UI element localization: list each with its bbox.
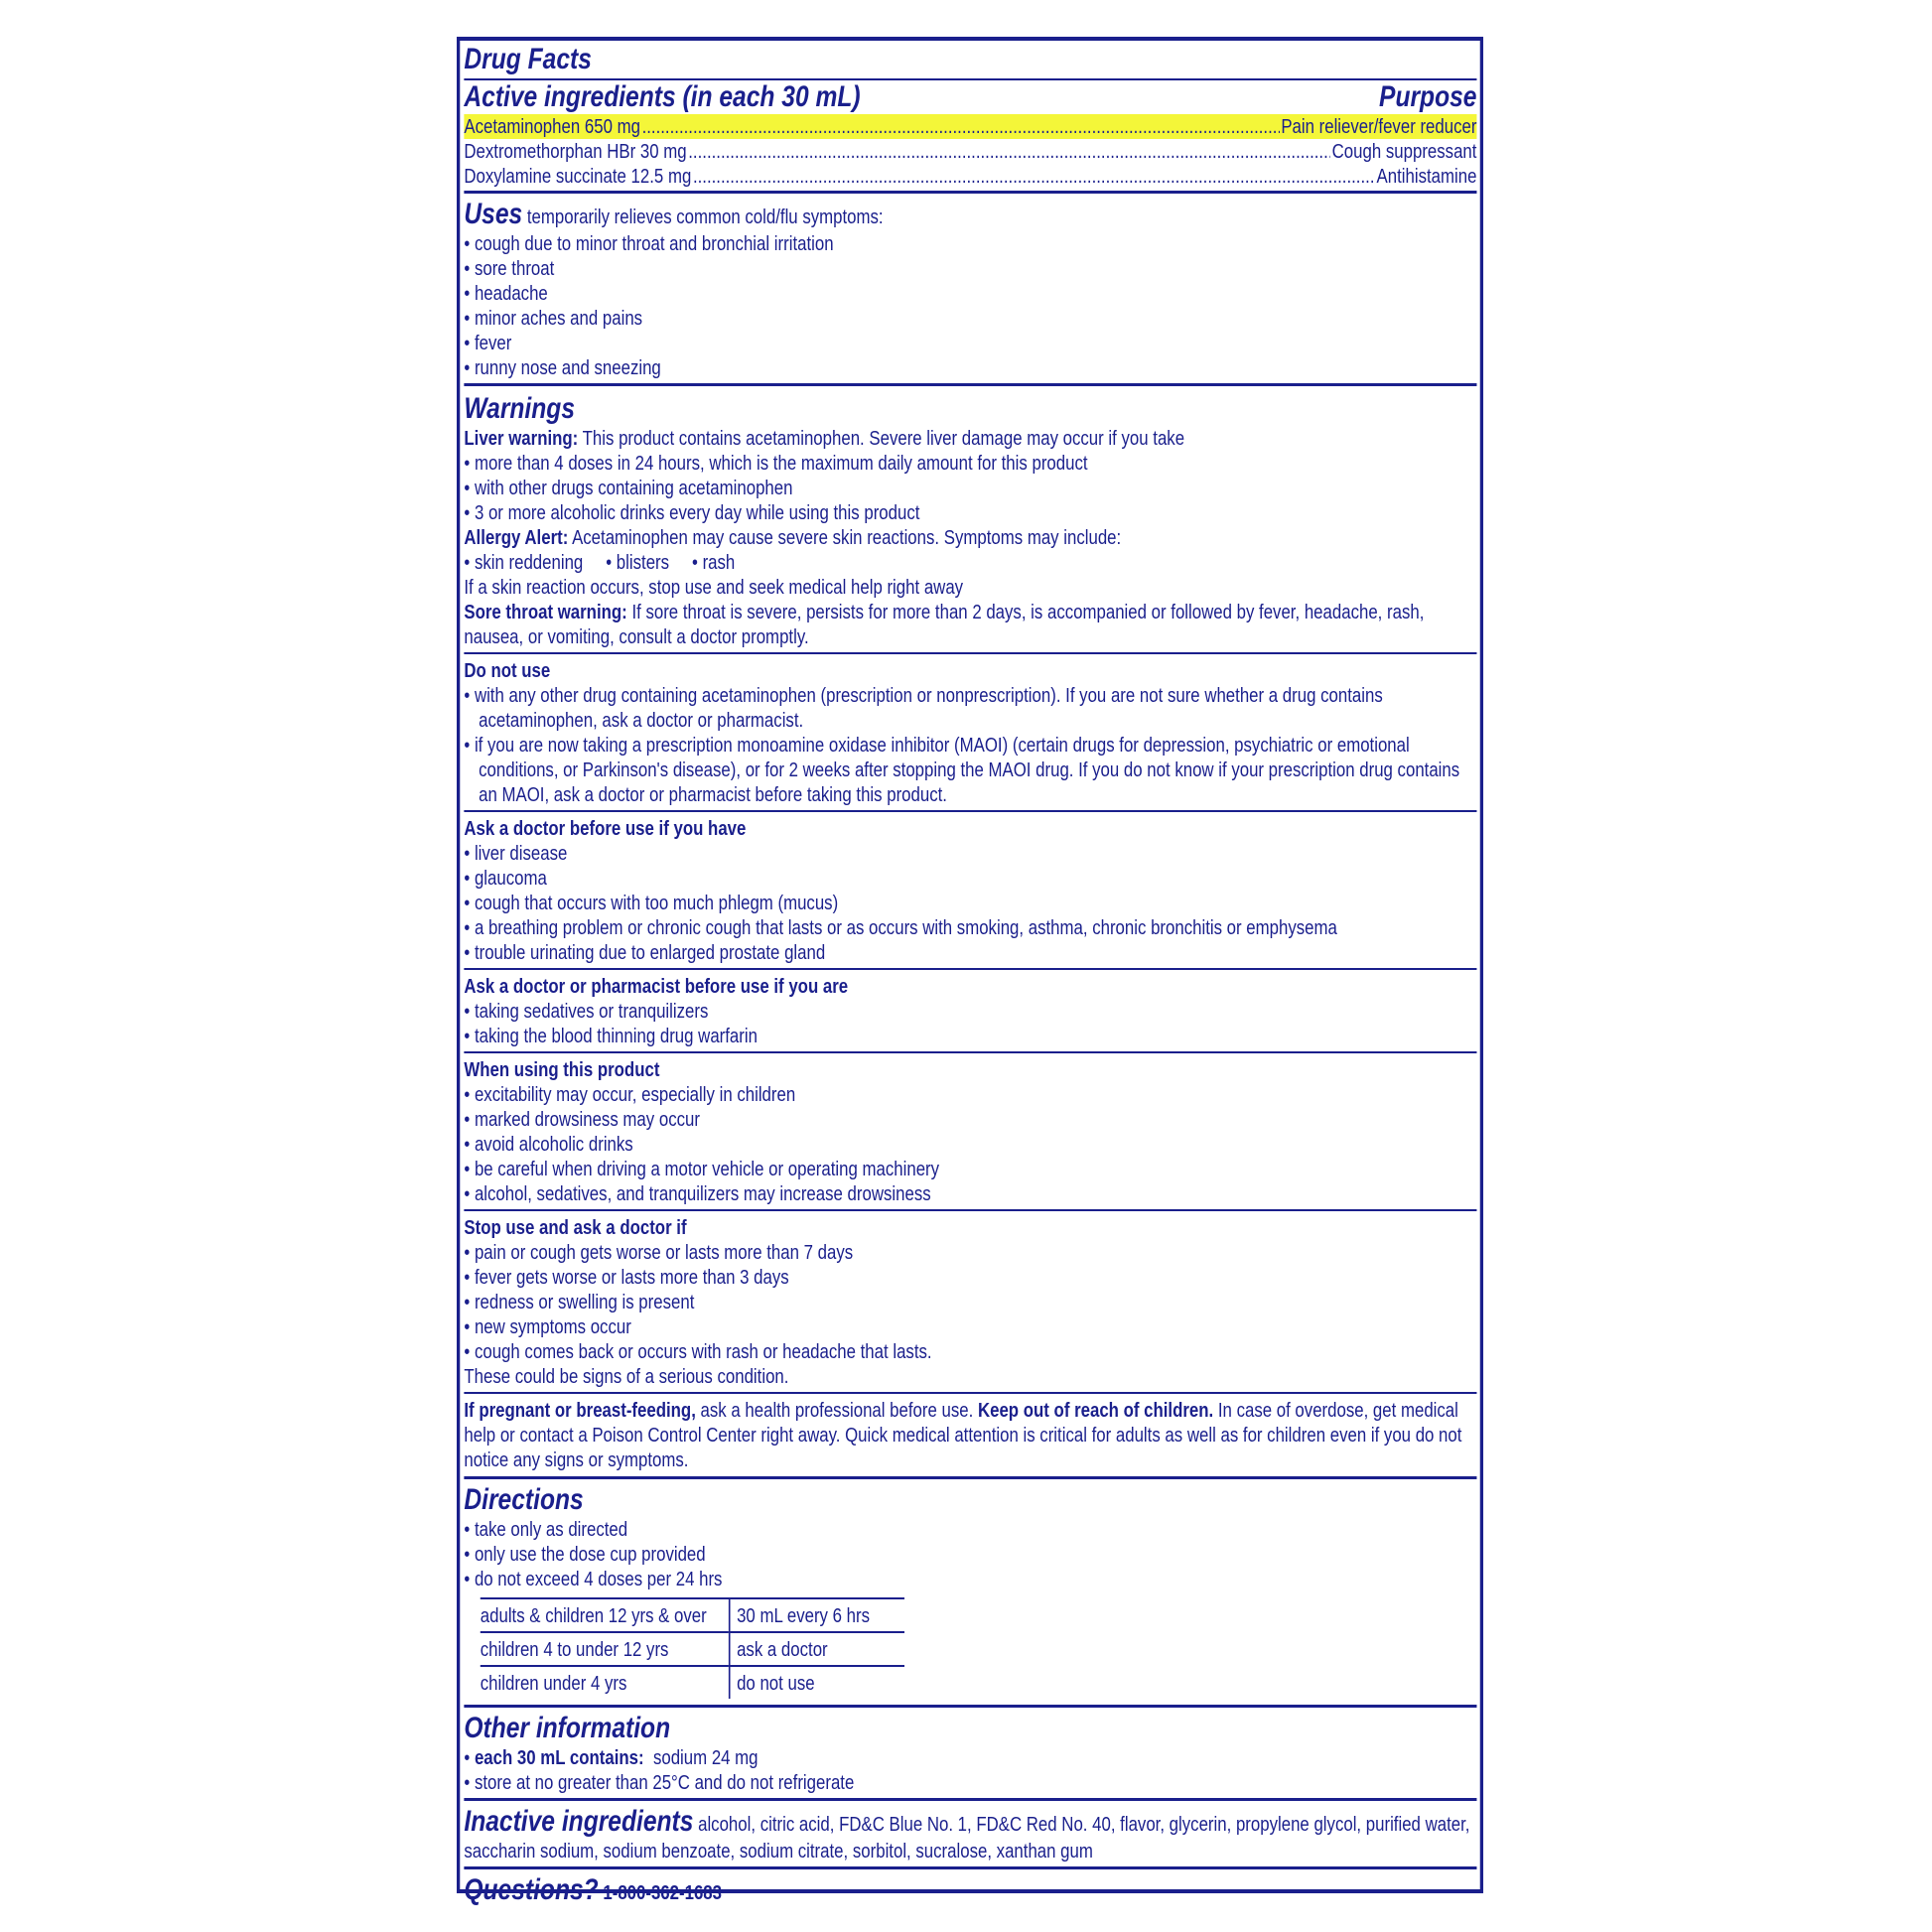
ask-doctor-section	[464, 812, 1476, 970]
phone-number: 1-800-362-1683	[603, 1881, 723, 1904]
ingredient-purpose: Pain reliever/fever reducer	[1281, 115, 1477, 138]
ingredient-row	[464, 164, 1476, 191]
pregnancy-section	[464, 1394, 1476, 1476]
ingredient-name: Acetaminophen 650 mg	[464, 115, 640, 138]
sore-throat-text: If sore throat is severe, persists for more than 2 days, is accompanied or followed by fever, headache, rash, nausea, or vomiting, consult a doctor promptly.	[464, 601, 1425, 648]
list-item: • store at no greater than 25°C and do not refrigerate	[464, 1770, 1476, 1795]
list-item: • marked drowsiness may occur	[464, 1107, 1476, 1132]
list-item: • be careful when driving a motor vehicle or operating machinery	[464, 1157, 1476, 1181]
leader-dots	[693, 164, 1375, 189]
ingredient-name: Doxylamine succinate 12.5 mg	[464, 165, 692, 188]
age-cell: adults & children 12 yrs & over	[481, 1598, 730, 1632]
ingredient-name: Dextromethorphan HBr 30 mg	[464, 140, 687, 163]
sore-throat-label: Sore throat warning:	[464, 601, 627, 623]
questions-heading: Questions?	[464, 1873, 599, 1906]
ask-pharmacist-section	[464, 970, 1476, 1053]
list-item: • taking sedatives or tranquilizers	[464, 999, 1476, 1024]
list-item: • new symptoms occur	[464, 1314, 1476, 1339]
allergy-symptoms	[464, 550, 1476, 575]
list-item: • fever	[464, 331, 1476, 355]
when-using-heading: When using this product	[464, 1058, 660, 1081]
pregnant-text: ask a health professional before use.	[700, 1399, 974, 1422]
list-item: • take only as directed	[464, 1517, 1476, 1542]
list-item: • 3 or more alcoholic drinks every day while using this product	[464, 500, 1476, 525]
list-item: • redness or swelling is present	[464, 1290, 1476, 1314]
other-information-section	[464, 1708, 1476, 1801]
list-item: • cough due to minor throat and bronchial irritation	[464, 231, 1476, 256]
keep-out-label: Keep out of reach of children.	[977, 1399, 1214, 1422]
list-item: • a breathing problem or chronic cough that lasts or as occurs with smoking, asthma, chronic bronchitis or emphysema	[464, 915, 1476, 940]
uses-section	[464, 194, 1476, 386]
sodium-label: each 30 mL contains:	[474, 1746, 644, 1769]
when-using-section	[464, 1053, 1476, 1211]
list-item: • with any other drug containing acetaminophen (prescription or nonprescription). If you are not sure whether a drug contains acetaminophen, ask a doctor or pharmacist.	[464, 683, 1476, 733]
list-item: • headache	[464, 281, 1476, 306]
dose-cell: 30 mL every 6 hrs	[730, 1598, 904, 1632]
warnings-general	[464, 386, 1476, 654]
list-item: • taking the blood thinning drug warfarin	[464, 1024, 1476, 1048]
list-item: • alcohol, sedatives, and tranquilizers may increase drowsiness	[464, 1181, 1476, 1206]
list-item: • fever gets worse or lasts more than 3 days	[464, 1265, 1476, 1290]
active-ingredients-section	[464, 80, 1476, 194]
list-item: • sore throat	[464, 256, 1476, 281]
list-item: • liver disease	[464, 841, 1476, 866]
list-item: • cough that occurs with too much phlegm (mucus)	[464, 891, 1476, 915]
stop-use-heading: Stop use and ask a doctor if	[464, 1216, 687, 1239]
directions-heading: Directions	[464, 1483, 584, 1516]
pregnant-label: If pregnant or breast-feeding,	[464, 1399, 696, 1422]
do-not-use-section	[464, 654, 1476, 812]
ingredient-row	[464, 139, 1476, 164]
liver-warning-label: Liver warning:	[464, 427, 579, 450]
table-row	[481, 1632, 904, 1666]
drug-facts-title: Drug Facts	[464, 41, 1476, 80]
purpose-heading: Purpose	[1379, 80, 1477, 113]
list-item: • more than 4 doses in 24 hours, which is the maximum daily amount for this product	[464, 451, 1476, 476]
other-information-heading: Other information	[464, 1712, 671, 1744]
age-cell: children under 4 yrs	[481, 1666, 730, 1699]
table-row	[481, 1666, 904, 1699]
list-item: • skin reddening	[464, 551, 583, 574]
list-item: • rash	[692, 551, 735, 574]
list-item: • do not exceed 4 doses per 24 hrs	[464, 1567, 1476, 1591]
ingredient-purpose: Antihistamine	[1376, 165, 1477, 188]
list-item: • trouble urinating due to enlarged prostate gland	[464, 940, 1476, 965]
age-cell: children 4 to under 12 yrs	[481, 1632, 730, 1666]
list-item: • avoid alcoholic drinks	[464, 1132, 1476, 1157]
dosage-table	[481, 1597, 904, 1699]
allergy-after-text: If a skin reaction occurs, stop use and seek medical help right away	[464, 576, 964, 599]
list-item: • minor aches and pains	[464, 306, 1476, 331]
dose-cell: do not use	[730, 1666, 904, 1699]
list-item: • glaucoma	[464, 866, 1476, 891]
warnings-section	[464, 386, 1476, 1479]
dose-cell: ask a doctor	[730, 1632, 904, 1666]
ask-pharmacist-heading: Ask a doctor or pharmacist before use if you are	[464, 975, 849, 998]
list-item: • only use the dose cup provided	[464, 1542, 1476, 1567]
questions-section	[464, 1869, 1476, 1911]
uses-intro: temporarily relieves common cold/flu symptoms:	[526, 206, 884, 228]
drug-facts-panel	[457, 37, 1483, 1906]
list-item: • blisters	[606, 551, 669, 574]
list-item: • runny nose and sneezing	[464, 355, 1476, 380]
allergy-alert-label: Allergy Alert:	[464, 526, 569, 549]
inactive-ingredients-heading: Inactive ingredients	[464, 1805, 694, 1838]
leader-dots	[642, 114, 1280, 139]
inactive-ingredients-section	[464, 1801, 1476, 1869]
liver-warning-text: This product contains acetaminophen. Severe liver damage may occur if you take	[582, 427, 1185, 450]
do-not-use-heading: Do not use	[464, 659, 551, 682]
warnings-heading: Warnings	[464, 392, 576, 425]
leader-dots	[688, 139, 1330, 164]
ingredient-row	[464, 114, 1476, 139]
list-item: • with other drugs containing acetaminophen	[464, 476, 1476, 500]
list-item: • cough comes back or occurs with rash or headache that lasts.	[464, 1339, 1476, 1364]
list-item: • pain or cough gets worse or lasts more than 7 days	[464, 1240, 1476, 1265]
stop-use-after: These could be signs of a serious condition.	[464, 1365, 789, 1388]
allergy-alert-text: Acetaminophen may cause severe skin reactions. Symptoms may include:	[572, 526, 1122, 549]
stop-use-section	[464, 1211, 1476, 1394]
keep-out-text: In case of overdose, get medical help or contact a Poison Control Center right away. Quick medical attention is critical for adults as well as for children even if you do not notice any signs or symptoms.	[464, 1399, 1462, 1471]
table-row	[481, 1598, 904, 1632]
list-item: • if you are now taking a prescription monoamine oxidase inhibitor (MAOI) (certain drugs for depression, psychiatric or emotional conditions, or Parkinson's disease), or for 2 weeks after stopping the MAOI drug. If you do not know if your prescription drug contains an MAOI, ask a doctor or pharmacist before taking this product.	[464, 733, 1476, 807]
directions-section	[464, 1479, 1476, 1708]
active-ingredients-heading: Active ingredients (in each 30 mL)	[464, 80, 861, 113]
sodium-text: sodium 24 mg	[652, 1746, 759, 1769]
inactive-ingredients-text: alcohol, citric acid, FD&C Blue No. 1, FD&C Red No. 40, flavor, glycerin, propylene glycol, purified water, saccharin sodium, sodium benzoate, sodium citrate, sorbitol, sucralose, xanthan gum	[464, 1813, 1470, 1863]
list-item: • excitability may occur, especially in children	[464, 1082, 1476, 1107]
ask-doctor-heading: Ask a doctor before use if you have	[464, 817, 747, 840]
ingredient-purpose: Cough suppressant	[1331, 140, 1477, 163]
uses-heading: Uses	[464, 198, 523, 230]
